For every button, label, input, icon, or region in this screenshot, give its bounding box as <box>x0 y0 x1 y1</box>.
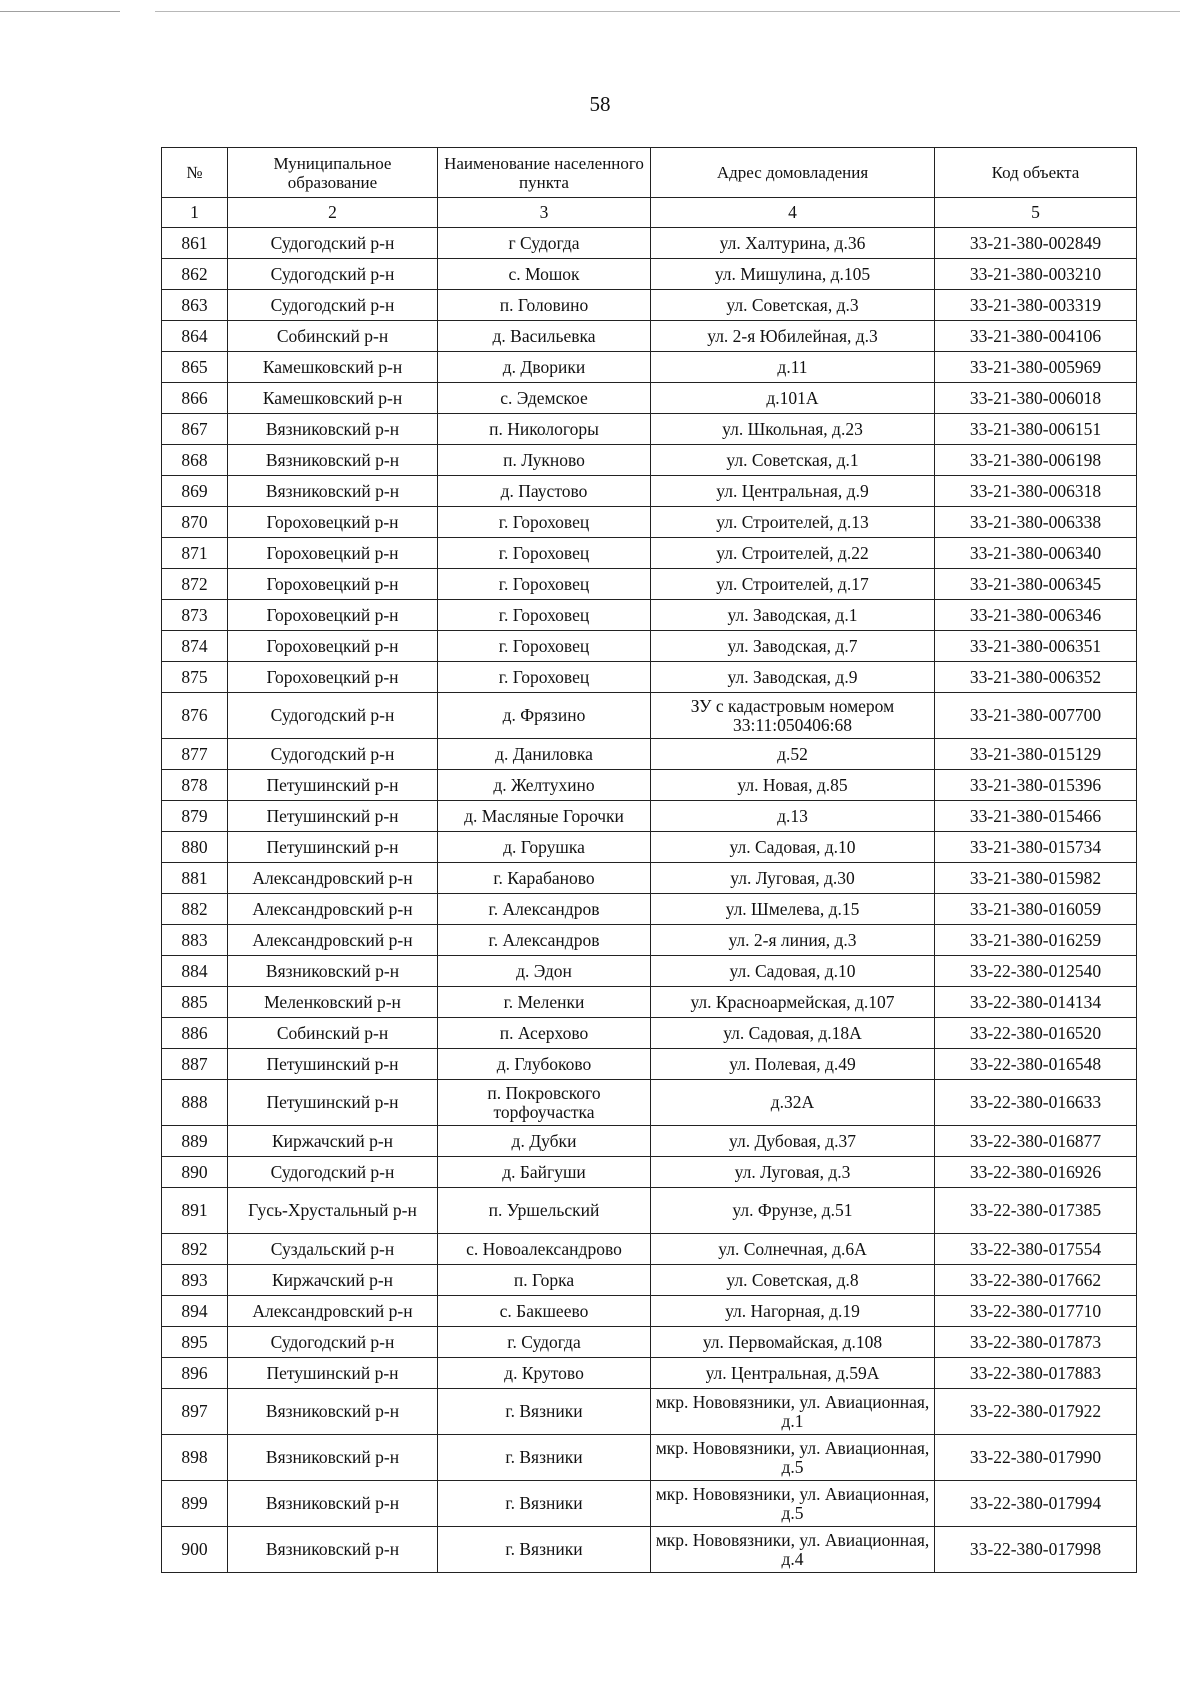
address-cell: ул. Халтурина, д.36 <box>651 228 935 259</box>
address-cell: ул. Мишулина, д.105 <box>651 259 935 290</box>
municipality-cell: Судогодский р-н <box>228 693 438 739</box>
municipality-cell: Вязниковский р-н <box>228 1389 438 1435</box>
address-cell: д.101А <box>651 383 935 414</box>
object-code-cell: 33-21-380-006318 <box>935 476 1137 507</box>
object-code-cell: 33-21-380-006352 <box>935 662 1137 693</box>
object-code-cell: 33-22-380-017873 <box>935 1327 1137 1358</box>
table-row <box>162 1018 1137 1049</box>
table-row <box>162 1234 1137 1265</box>
row-number: 897 <box>162 1389 228 1435</box>
address-cell: ул. Центральная, д.9 <box>651 476 935 507</box>
object-code-cell: 33-21-380-002849 <box>935 228 1137 259</box>
settlement-cell: д. Байгуши <box>438 1157 651 1188</box>
row-number: 895 <box>162 1327 228 1358</box>
municipality-cell: Вязниковский р-н <box>228 445 438 476</box>
municipality-cell: Гороховецкий р-н <box>228 507 438 538</box>
row-number: 868 <box>162 445 228 476</box>
settlement-cell: г. Гороховец <box>438 507 651 538</box>
row-number: 893 <box>162 1265 228 1296</box>
object-code-cell: 33-21-380-015396 <box>935 770 1137 801</box>
settlement-cell: с. Эдемское <box>438 383 651 414</box>
table-row <box>162 631 1137 662</box>
address-cell: мкр. Нововязники, ул. Авиационная, д.5 <box>651 1435 935 1481</box>
table-body <box>162 228 1137 1573</box>
settlement-cell: д. Васильевка <box>438 321 651 352</box>
object-code-cell: 33-21-380-006198 <box>935 445 1137 476</box>
address-cell: ул. Заводская, д.9 <box>651 662 935 693</box>
address-cell: ул. Советская, д.8 <box>651 1265 935 1296</box>
table-row <box>162 228 1137 259</box>
address-cell: мкр. Нововязники, ул. Авиационная, д.4 <box>651 1527 935 1573</box>
settlement-cell: д. Паустово <box>438 476 651 507</box>
row-number: 898 <box>162 1435 228 1481</box>
row-number: 883 <box>162 925 228 956</box>
settlement-cell: г. Карабаново <box>438 863 651 894</box>
municipality-cell: Гороховецкий р-н <box>228 569 438 600</box>
row-number: 899 <box>162 1481 228 1527</box>
address-cell: ул. Луговая, д.30 <box>651 863 935 894</box>
object-code-cell: 33-22-380-017922 <box>935 1389 1137 1435</box>
object-code-cell: 33-22-380-017998 <box>935 1527 1137 1573</box>
table-row <box>162 832 1137 863</box>
table-row <box>162 569 1137 600</box>
settlement-cell: г. Гороховец <box>438 631 651 662</box>
row-number: 894 <box>162 1296 228 1327</box>
settlement-cell: п. Уршельский <box>438 1188 651 1234</box>
settlement-cell: п. Головино <box>438 290 651 321</box>
municipality-cell: Гороховецкий р-н <box>228 631 438 662</box>
object-code-cell: 33-21-380-006346 <box>935 600 1137 631</box>
settlement-cell: п. Покровского торфоучастка <box>438 1080 651 1126</box>
table-row <box>162 1157 1137 1188</box>
object-code-cell: 33-22-380-017883 <box>935 1358 1137 1389</box>
address-cell: д.32А <box>651 1080 935 1126</box>
row-number: 891 <box>162 1188 228 1234</box>
settlement-cell: г. Меленки <box>438 987 651 1018</box>
municipality-cell: Александровский р-н <box>228 1296 438 1327</box>
municipality-cell: Судогодский р-н <box>228 228 438 259</box>
settlement-cell: п. Лукново <box>438 445 651 476</box>
municipality-cell: Гороховецкий р-н <box>228 600 438 631</box>
row-number: 890 <box>162 1157 228 1188</box>
settlement-cell: г. Александров <box>438 925 651 956</box>
table-row <box>162 259 1137 290</box>
municipality-cell: Судогодский р-н <box>228 290 438 321</box>
table-row <box>162 445 1137 476</box>
table-row <box>162 1527 1137 1573</box>
municipality-cell: Вязниковский р-н <box>228 414 438 445</box>
settlement-cell: г. Гороховец <box>438 662 651 693</box>
address-cell: ул. Фрунзе, д.51 <box>651 1188 935 1234</box>
object-code-cell: 33-22-380-014134 <box>935 987 1137 1018</box>
header-object-code: Код объекта <box>935 148 1137 198</box>
address-cell: ул. Первомайская, д.108 <box>651 1327 935 1358</box>
settlement-cell: г. Судогда <box>438 1327 651 1358</box>
address-cell: ул. Новая, д.85 <box>651 770 935 801</box>
table-row <box>162 1481 1137 1527</box>
object-code-cell: 33-21-380-006338 <box>935 507 1137 538</box>
table-row <box>162 1265 1137 1296</box>
row-number: 877 <box>162 739 228 770</box>
header-row <box>162 148 1137 198</box>
address-cell: ул. Строителей, д.13 <box>651 507 935 538</box>
settlement-cell: п. Никологоры <box>438 414 651 445</box>
address-cell: ул. Школьная, д.23 <box>651 414 935 445</box>
settlement-cell: с. Новоалександрово <box>438 1234 651 1265</box>
municipality-cell: Собинский р-н <box>228 1018 438 1049</box>
address-cell: ул. Советская, д.3 <box>651 290 935 321</box>
municipality-cell: Вязниковский р-н <box>228 1481 438 1527</box>
municipality-cell: Петушинский р-н <box>228 1080 438 1126</box>
municipality-cell: Киржачский р-н <box>228 1126 438 1157</box>
address-cell: ул. Садовая, д.10 <box>651 956 935 987</box>
settlement-cell: д. Крутово <box>438 1358 651 1389</box>
table-row <box>162 352 1137 383</box>
address-cell: мкр. Нововязники, ул. Авиационная, д.1 <box>651 1389 935 1435</box>
row-number: 864 <box>162 321 228 352</box>
row-number: 884 <box>162 956 228 987</box>
table-row <box>162 1188 1137 1234</box>
municipality-cell: Меленковский р-н <box>228 987 438 1018</box>
table-row <box>162 476 1137 507</box>
table-row <box>162 383 1137 414</box>
table-row <box>162 1358 1137 1389</box>
table-row <box>162 770 1137 801</box>
municipality-cell: Петушинский р-н <box>228 1358 438 1389</box>
table-header <box>162 148 1137 228</box>
row-number: 865 <box>162 352 228 383</box>
table-row <box>162 739 1137 770</box>
object-code-cell: 33-22-380-016548 <box>935 1049 1137 1080</box>
row-number: 880 <box>162 832 228 863</box>
column-number: 2 <box>228 198 438 228</box>
table-row <box>162 1296 1137 1327</box>
settlement-cell: д. Глубоково <box>438 1049 651 1080</box>
row-number: 878 <box>162 770 228 801</box>
address-cell: ул. Красноармейская, д.107 <box>651 987 935 1018</box>
table-row <box>162 1389 1137 1435</box>
table-row <box>162 507 1137 538</box>
address-cell: ул. Солнечная, д.6А <box>651 1234 935 1265</box>
object-code-cell: 33-22-380-017385 <box>935 1188 1137 1234</box>
object-code-cell: 33-21-380-006151 <box>935 414 1137 445</box>
municipality-cell: Судогодский р-н <box>228 1157 438 1188</box>
row-number: 869 <box>162 476 228 507</box>
table-row <box>162 662 1137 693</box>
municipality-cell: Киржачский р-н <box>228 1265 438 1296</box>
settlement-cell: г. Александров <box>438 894 651 925</box>
object-code-cell: 33-22-380-017990 <box>935 1435 1137 1481</box>
object-code-cell: 33-22-380-016926 <box>935 1157 1137 1188</box>
row-number: 861 <box>162 228 228 259</box>
row-number: 887 <box>162 1049 228 1080</box>
municipality-cell: Гороховецкий р-н <box>228 538 438 569</box>
column-number: 3 <box>438 198 651 228</box>
page-number: 58 <box>589 92 611 116</box>
row-number: 872 <box>162 569 228 600</box>
row-number: 876 <box>162 693 228 739</box>
municipality-cell: Камешковский р-н <box>228 383 438 414</box>
address-cell: ул. Заводская, д.7 <box>651 631 935 662</box>
column-number-row <box>162 198 1137 228</box>
table-row <box>162 414 1137 445</box>
object-code-cell: 33-21-380-006018 <box>935 383 1137 414</box>
table-row <box>162 894 1137 925</box>
municipality-cell: Судогодский р-н <box>228 739 438 770</box>
row-number: 873 <box>162 600 228 631</box>
settlement-cell: д. Масляные Горочки <box>438 801 651 832</box>
table-row <box>162 1126 1137 1157</box>
address-cell: ул. Полевая, д.49 <box>651 1049 935 1080</box>
object-code-cell: 33-21-380-003319 <box>935 290 1137 321</box>
address-cell: ул. Садовая, д.18А <box>651 1018 935 1049</box>
settlement-cell: д. Дубки <box>438 1126 651 1157</box>
row-number: 882 <box>162 894 228 925</box>
municipality-cell: Петушинский р-н <box>228 801 438 832</box>
municipality-cell: Александровский р-н <box>228 863 438 894</box>
object-code-cell: 33-21-380-016259 <box>935 925 1137 956</box>
object-code-cell: 33-21-380-006340 <box>935 538 1137 569</box>
municipality-cell: Гороховецкий р-н <box>228 662 438 693</box>
address-cell: ул. Дубовая, д.37 <box>651 1126 935 1157</box>
header-municipality: Муниципальное образование <box>228 148 438 198</box>
municipality-cell: Вязниковский р-н <box>228 476 438 507</box>
row-number: 866 <box>162 383 228 414</box>
row-number: 886 <box>162 1018 228 1049</box>
address-cell: ул. Строителей, д.22 <box>651 538 935 569</box>
object-code-cell: 33-21-380-015982 <box>935 863 1137 894</box>
table-row <box>162 863 1137 894</box>
address-cell: ЗУ с кадастровым номером 33:11:050406:68 <box>651 693 935 739</box>
table-row <box>162 956 1137 987</box>
settlement-cell: д. Фрязино <box>438 693 651 739</box>
object-code-cell: 33-21-380-007700 <box>935 693 1137 739</box>
settlement-cell: д. Эдон <box>438 956 651 987</box>
address-cell: д.52 <box>651 739 935 770</box>
municipality-cell: Петушинский р-н <box>228 770 438 801</box>
municipality-cell: Петушинский р-н <box>228 1049 438 1080</box>
settlement-cell: г. Гороховец <box>438 569 651 600</box>
settlement-cell: г. Гороховец <box>438 600 651 631</box>
row-number: 863 <box>162 290 228 321</box>
object-code-cell: 33-22-380-017710 <box>935 1296 1137 1327</box>
table-row <box>162 1080 1137 1126</box>
row-number: 870 <box>162 507 228 538</box>
object-code-cell: 33-21-380-015734 <box>935 832 1137 863</box>
object-code-cell: 33-21-380-015466 <box>935 801 1137 832</box>
object-code-cell: 33-21-380-003210 <box>935 259 1137 290</box>
settlement-cell: г. Вязники <box>438 1527 651 1573</box>
settlement-cell: д. Желтухино <box>438 770 651 801</box>
table-row <box>162 538 1137 569</box>
address-cell: ул. Строителей, д.17 <box>651 569 935 600</box>
registry-table <box>161 147 1137 1573</box>
row-number: 881 <box>162 863 228 894</box>
row-number: 871 <box>162 538 228 569</box>
table-row <box>162 1049 1137 1080</box>
settlement-cell: п. Горка <box>438 1265 651 1296</box>
municipality-cell: Александровский р-н <box>228 925 438 956</box>
municipality-cell: Камешковский р-н <box>228 352 438 383</box>
address-cell: ул. 2-я Юбилейная, д.3 <box>651 321 935 352</box>
address-cell: д.13 <box>651 801 935 832</box>
address-cell: д.11 <box>651 352 935 383</box>
address-cell: ул. Советская, д.1 <box>651 445 935 476</box>
settlement-cell: г. Вязники <box>438 1389 651 1435</box>
address-cell: ул. Нагорная, д.19 <box>651 1296 935 1327</box>
row-number: 885 <box>162 987 228 1018</box>
address-cell: ул. Садовая, д.10 <box>651 832 935 863</box>
municipality-cell: Гусь-Хрустальный р-н <box>228 1188 438 1234</box>
object-code-cell: 33-22-380-016877 <box>935 1126 1137 1157</box>
address-cell: ул. Луговая, д.3 <box>651 1157 935 1188</box>
settlement-cell: г. Гороховец <box>438 538 651 569</box>
object-code-cell: 33-21-380-004106 <box>935 321 1137 352</box>
municipality-cell: Александровский р-н <box>228 894 438 925</box>
column-number: 5 <box>935 198 1137 228</box>
settlement-cell: г. Вязники <box>438 1435 651 1481</box>
table-row <box>162 925 1137 956</box>
settlement-cell: п. Асерхово <box>438 1018 651 1049</box>
municipality-cell: Петушинский р-н <box>228 832 438 863</box>
scan-edge-line <box>0 11 1200 12</box>
object-code-cell: 33-21-380-005969 <box>935 352 1137 383</box>
table-row <box>162 600 1137 631</box>
object-code-cell: 33-22-380-017554 <box>935 1234 1137 1265</box>
settlement-cell: с. Бакшеево <box>438 1296 651 1327</box>
row-number: 879 <box>162 801 228 832</box>
address-cell: мкр. Нововязники, ул. Авиационная, д.5 <box>651 1481 935 1527</box>
settlement-cell: г Судогда <box>438 228 651 259</box>
settlement-cell: д. Горушка <box>438 832 651 863</box>
row-number: 896 <box>162 1358 228 1389</box>
municipality-cell: Судогодский р-н <box>228 1327 438 1358</box>
header-address: Адрес домовладения <box>651 148 935 198</box>
column-number: 4 <box>651 198 935 228</box>
address-cell: ул. Центральная, д.59А <box>651 1358 935 1389</box>
municipality-cell: Вязниковский р-н <box>228 956 438 987</box>
table-row <box>162 321 1137 352</box>
table-row <box>162 290 1137 321</box>
row-number: 889 <box>162 1126 228 1157</box>
row-number: 867 <box>162 414 228 445</box>
municipality-cell: Судогодский р-н <box>228 259 438 290</box>
table-row <box>162 693 1137 739</box>
object-code-cell: 33-22-380-016520 <box>935 1018 1137 1049</box>
table-row <box>162 987 1137 1018</box>
municipality-cell: Собинский р-н <box>228 321 438 352</box>
municipality-cell: Вязниковский р-н <box>228 1435 438 1481</box>
object-code-cell: 33-22-380-017994 <box>935 1481 1137 1527</box>
object-code-cell: 33-21-380-015129 <box>935 739 1137 770</box>
object-code-cell: 33-22-380-016633 <box>935 1080 1137 1126</box>
row-number: 875 <box>162 662 228 693</box>
row-number: 874 <box>162 631 228 662</box>
header-settlement: Наименование населенного пункта <box>438 148 651 198</box>
settlement-cell: с. Мошок <box>438 259 651 290</box>
settlement-cell: г. Вязники <box>438 1481 651 1527</box>
table-row <box>162 801 1137 832</box>
table-row <box>162 1435 1137 1481</box>
object-code-cell: 33-21-380-006351 <box>935 631 1137 662</box>
row-number: 900 <box>162 1527 228 1573</box>
row-number: 892 <box>162 1234 228 1265</box>
address-cell: ул. Заводская, д.1 <box>651 600 935 631</box>
object-code-cell: 33-22-380-012540 <box>935 956 1137 987</box>
address-cell: ул. 2-я линия, д.3 <box>651 925 935 956</box>
object-code-cell: 33-21-380-016059 <box>935 894 1137 925</box>
settlement-cell: д. Даниловка <box>438 739 651 770</box>
row-number: 862 <box>162 259 228 290</box>
table-row <box>162 1327 1137 1358</box>
row-number: 888 <box>162 1080 228 1126</box>
municipality-cell: Суздальский р-н <box>228 1234 438 1265</box>
column-number: 1 <box>162 198 228 228</box>
municipality-cell: Вязниковский р-н <box>228 1527 438 1573</box>
address-cell: ул. Шмелева, д.15 <box>651 894 935 925</box>
object-code-cell: 33-22-380-017662 <box>935 1265 1137 1296</box>
object-code-cell: 33-21-380-006345 <box>935 569 1137 600</box>
settlement-cell: д. Дворики <box>438 352 651 383</box>
header-number: № <box>162 148 228 198</box>
